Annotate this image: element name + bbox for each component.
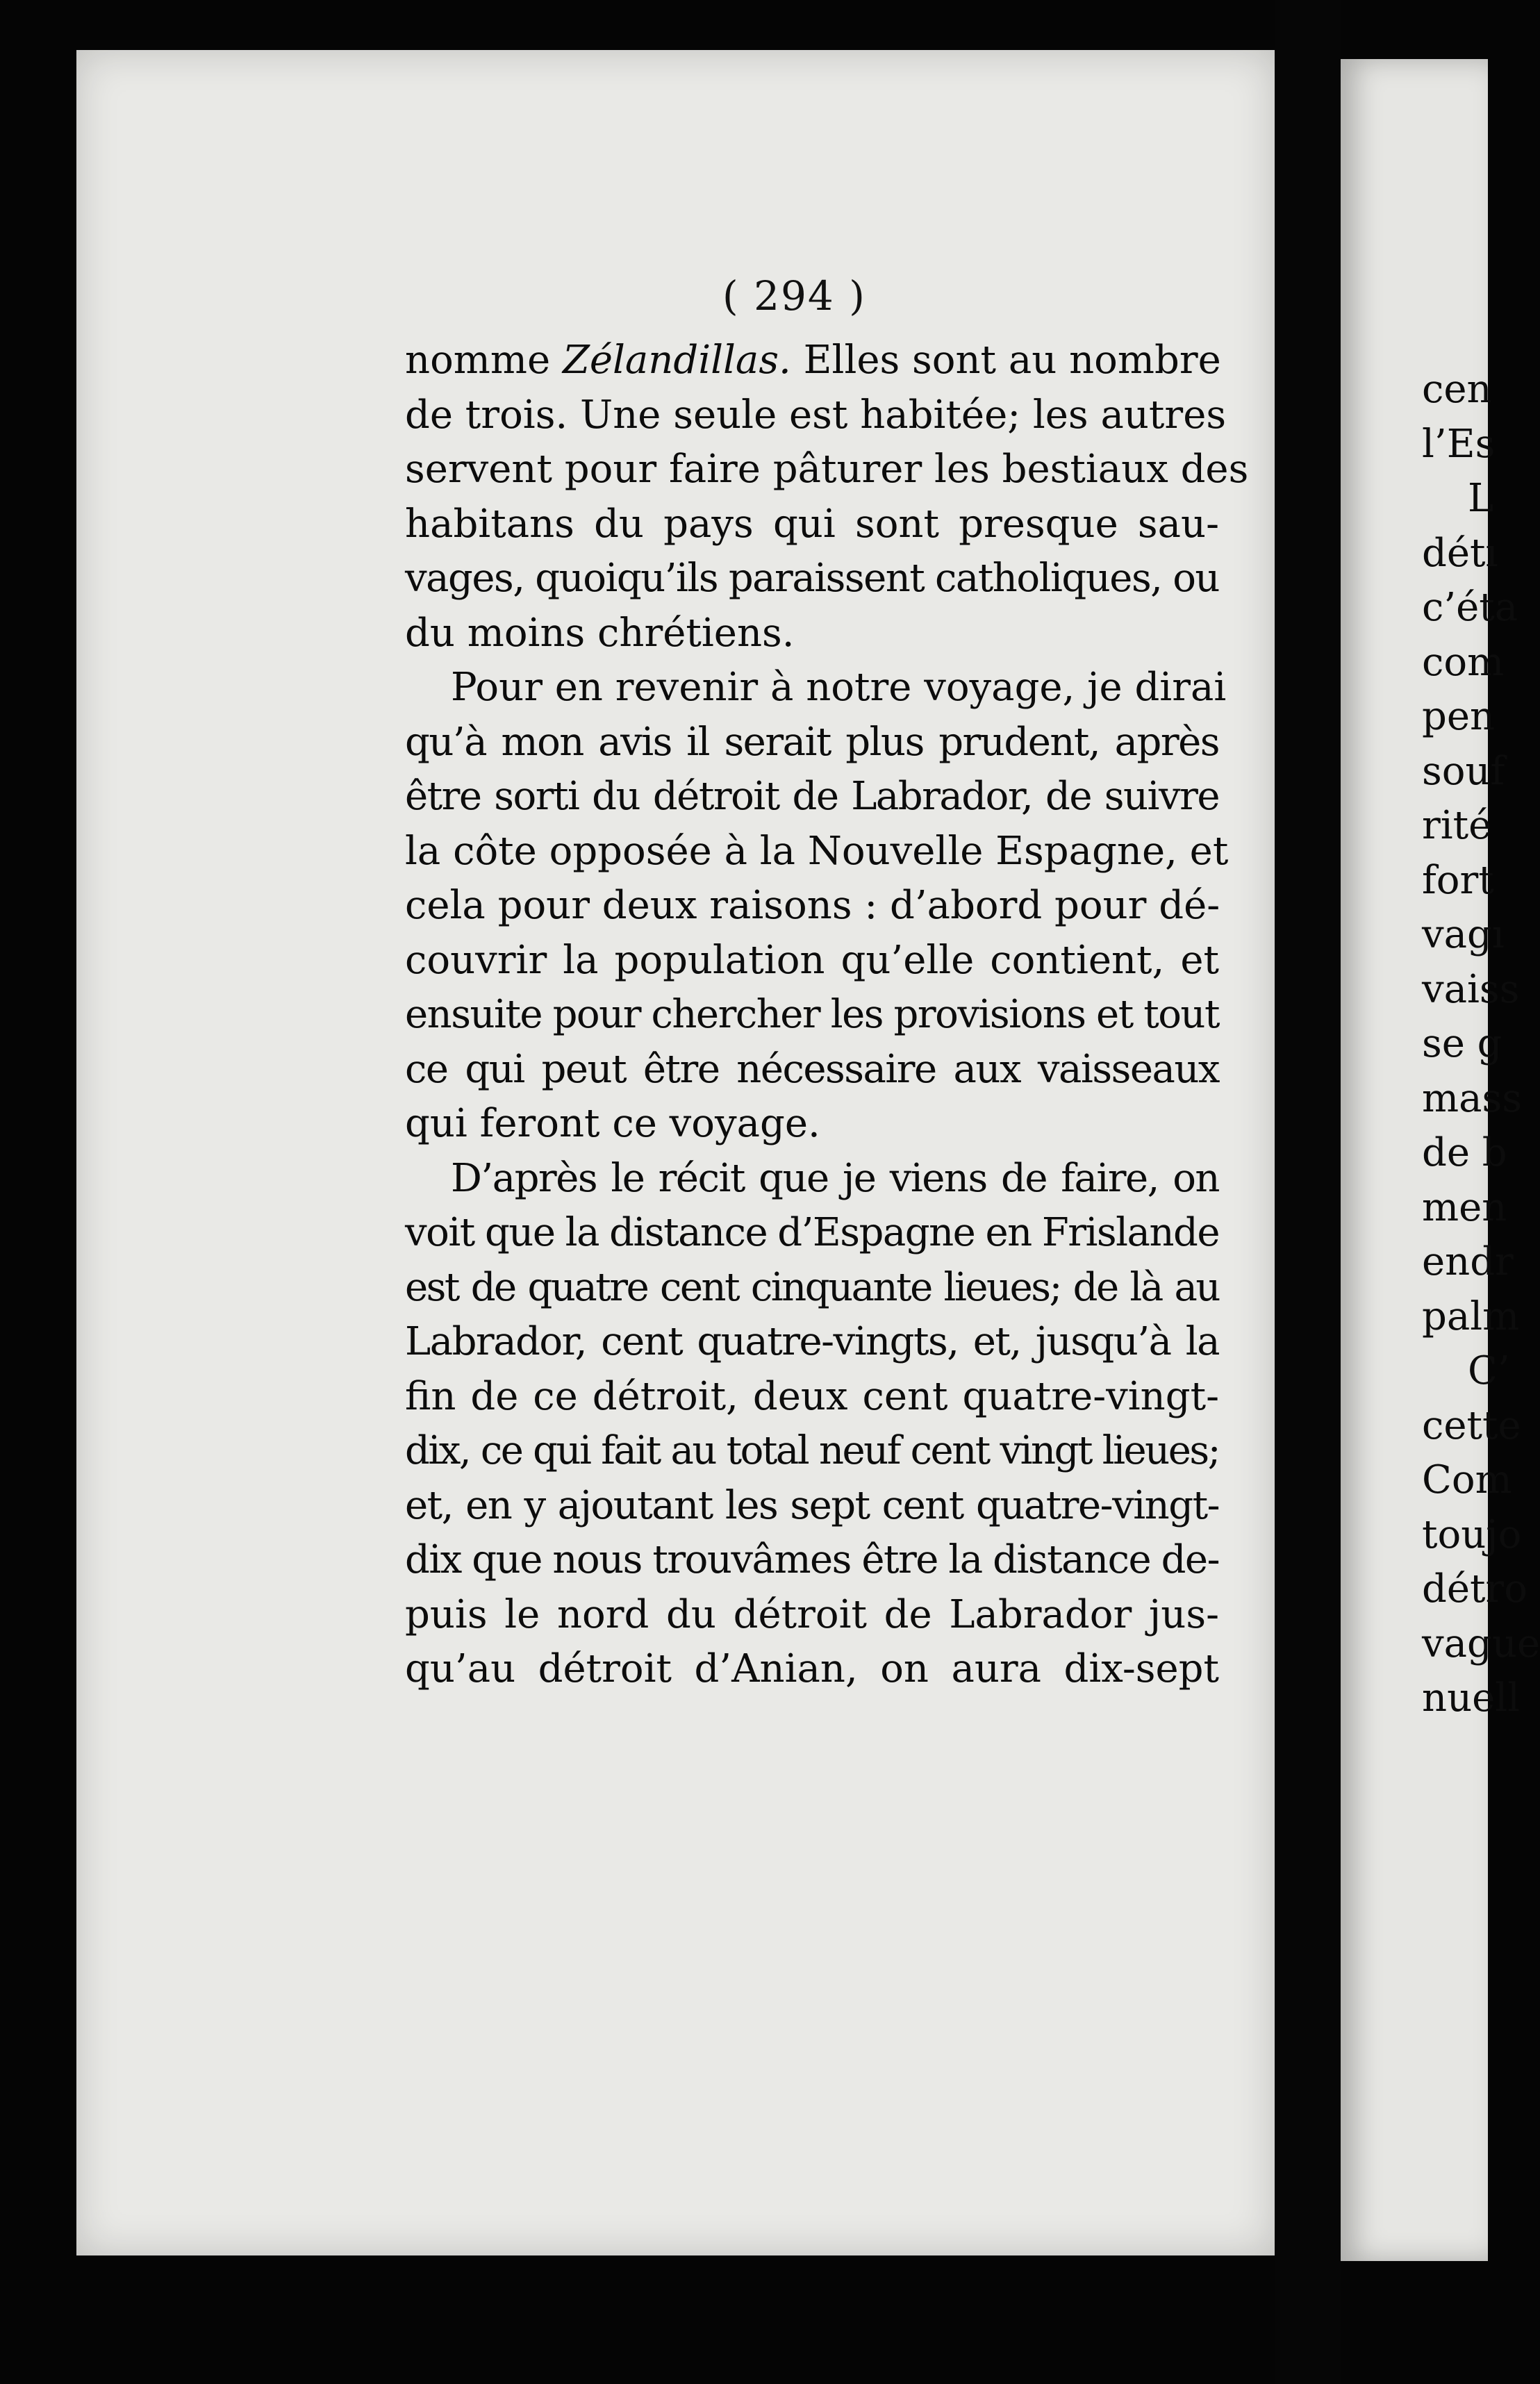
text-line: vages, quoiqu’ils paraissent catholiques, ou	[405, 556, 1219, 601]
right-text-fragment: L	[1468, 476, 1494, 521]
text-line: du moins chrétiens.	[405, 610, 795, 656]
left-page-text	[405, 333, 1249, 1697]
right-text-fragment: com	[1422, 639, 1505, 685]
text-line: dix, ce qui fait au total neuf cent vingt lieues;	[405, 1428, 1219, 1473]
text-line: qu’à mon avis il serait plus prudent, après	[405, 719, 1219, 765]
text-line: habitans du pays qui sont presque sau-	[405, 501, 1219, 547]
text-line: fin de ce détroit, deux cent quatre-vingt-	[405, 1373, 1219, 1419]
text-line: servent pour faire pâturer les bestiaux des	[405, 447, 1249, 492]
right-text-fragment: vague	[1422, 1621, 1540, 1666]
right-text-fragment: détı	[1422, 530, 1498, 576]
right-text-fragment: de b	[1422, 1130, 1507, 1175]
text-line: Labrador, cent quatre-vingts, et, jusqu’à la	[405, 1319, 1219, 1364]
right-page-text	[1422, 363, 1540, 1726]
right-text-fragment: palm	[1422, 1293, 1520, 1339]
book-gutter	[1275, 0, 1341, 2384]
text-line: cela pour deux raisons : d’abord pour dé-	[405, 883, 1220, 928]
text-line: voit que la distance d’Espagne en Frislande	[405, 1210, 1219, 1255]
right-text-fragment: Com	[1422, 1457, 1512, 1503]
right-text-fragment: toujo	[1422, 1512, 1522, 1557]
right-text-fragment: détro	[1422, 1566, 1527, 1612]
right-text-fragment: C’	[1468, 1348, 1510, 1393]
right-text-fragment: vaiss	[1422, 966, 1520, 1012]
text-line: de trois. Une seule est habitée; les autres	[405, 392, 1227, 438]
right-text-fragment: mass	[1422, 1075, 1522, 1121]
right-text-fragment: c’éta	[1422, 585, 1518, 630]
right-text-fragment: pen	[1422, 694, 1496, 739]
right-text-fragment: endr	[1422, 1239, 1514, 1284]
right-text-fragment: nuell	[1422, 1675, 1521, 1721]
text-line: la côte opposée à la Nouvelle Espagne, et	[405, 828, 1229, 874]
page-number: ( 294 )	[722, 272, 866, 320]
right-text-fragment: l’Es	[1422, 421, 1496, 467]
right-text-fragment: se g	[1422, 1021, 1502, 1066]
right-text-fragment: men	[1422, 1184, 1507, 1230]
text-line: dix que nous trouvâmes être la distance de-	[405, 1537, 1219, 1582]
text-line: puis le nord du détroit de Labrador jus-	[405, 1591, 1219, 1637]
text-line: est de quatre cent cinquante lieues; de là au	[405, 1264, 1219, 1310]
right-text-fragment: fort	[1422, 857, 1494, 903]
text-line: ce qui peut être nécessaire aux vaisseaux	[405, 1046, 1219, 1092]
paragraph-start-line: D’après le récit que je viens de faire, on	[451, 1155, 1219, 1201]
right-text-fragment: cen	[1422, 367, 1492, 412]
right-text-fragment: cette	[1422, 1402, 1521, 1448]
right-text-fragment: rité	[1422, 803, 1492, 848]
text-line: couvrir la population qu’elle contient, et	[405, 937, 1219, 983]
text-line: qu’au détroit d’Anian, on aura dix-sept	[405, 1646, 1219, 1691]
text-line: et, en y ajoutant les sept cent quatre-vingt-	[405, 1482, 1219, 1528]
text-line: ensuite pour chercher les provisions et tout	[405, 992, 1219, 1037]
right-text-fragment: vagı	[1422, 912, 1505, 957]
text-line: être sorti du détroit de Labrador, de suivre	[405, 774, 1219, 819]
text-line: nomme Zélandillas. Elles sont au nombre	[405, 338, 1221, 383]
text-line: qui feront ce voyage.	[405, 1101, 820, 1146]
paragraph-start-line: Pour en revenir à notre voyage, je dirai	[451, 665, 1227, 710]
right-text-fragment: souf	[1422, 748, 1505, 794]
